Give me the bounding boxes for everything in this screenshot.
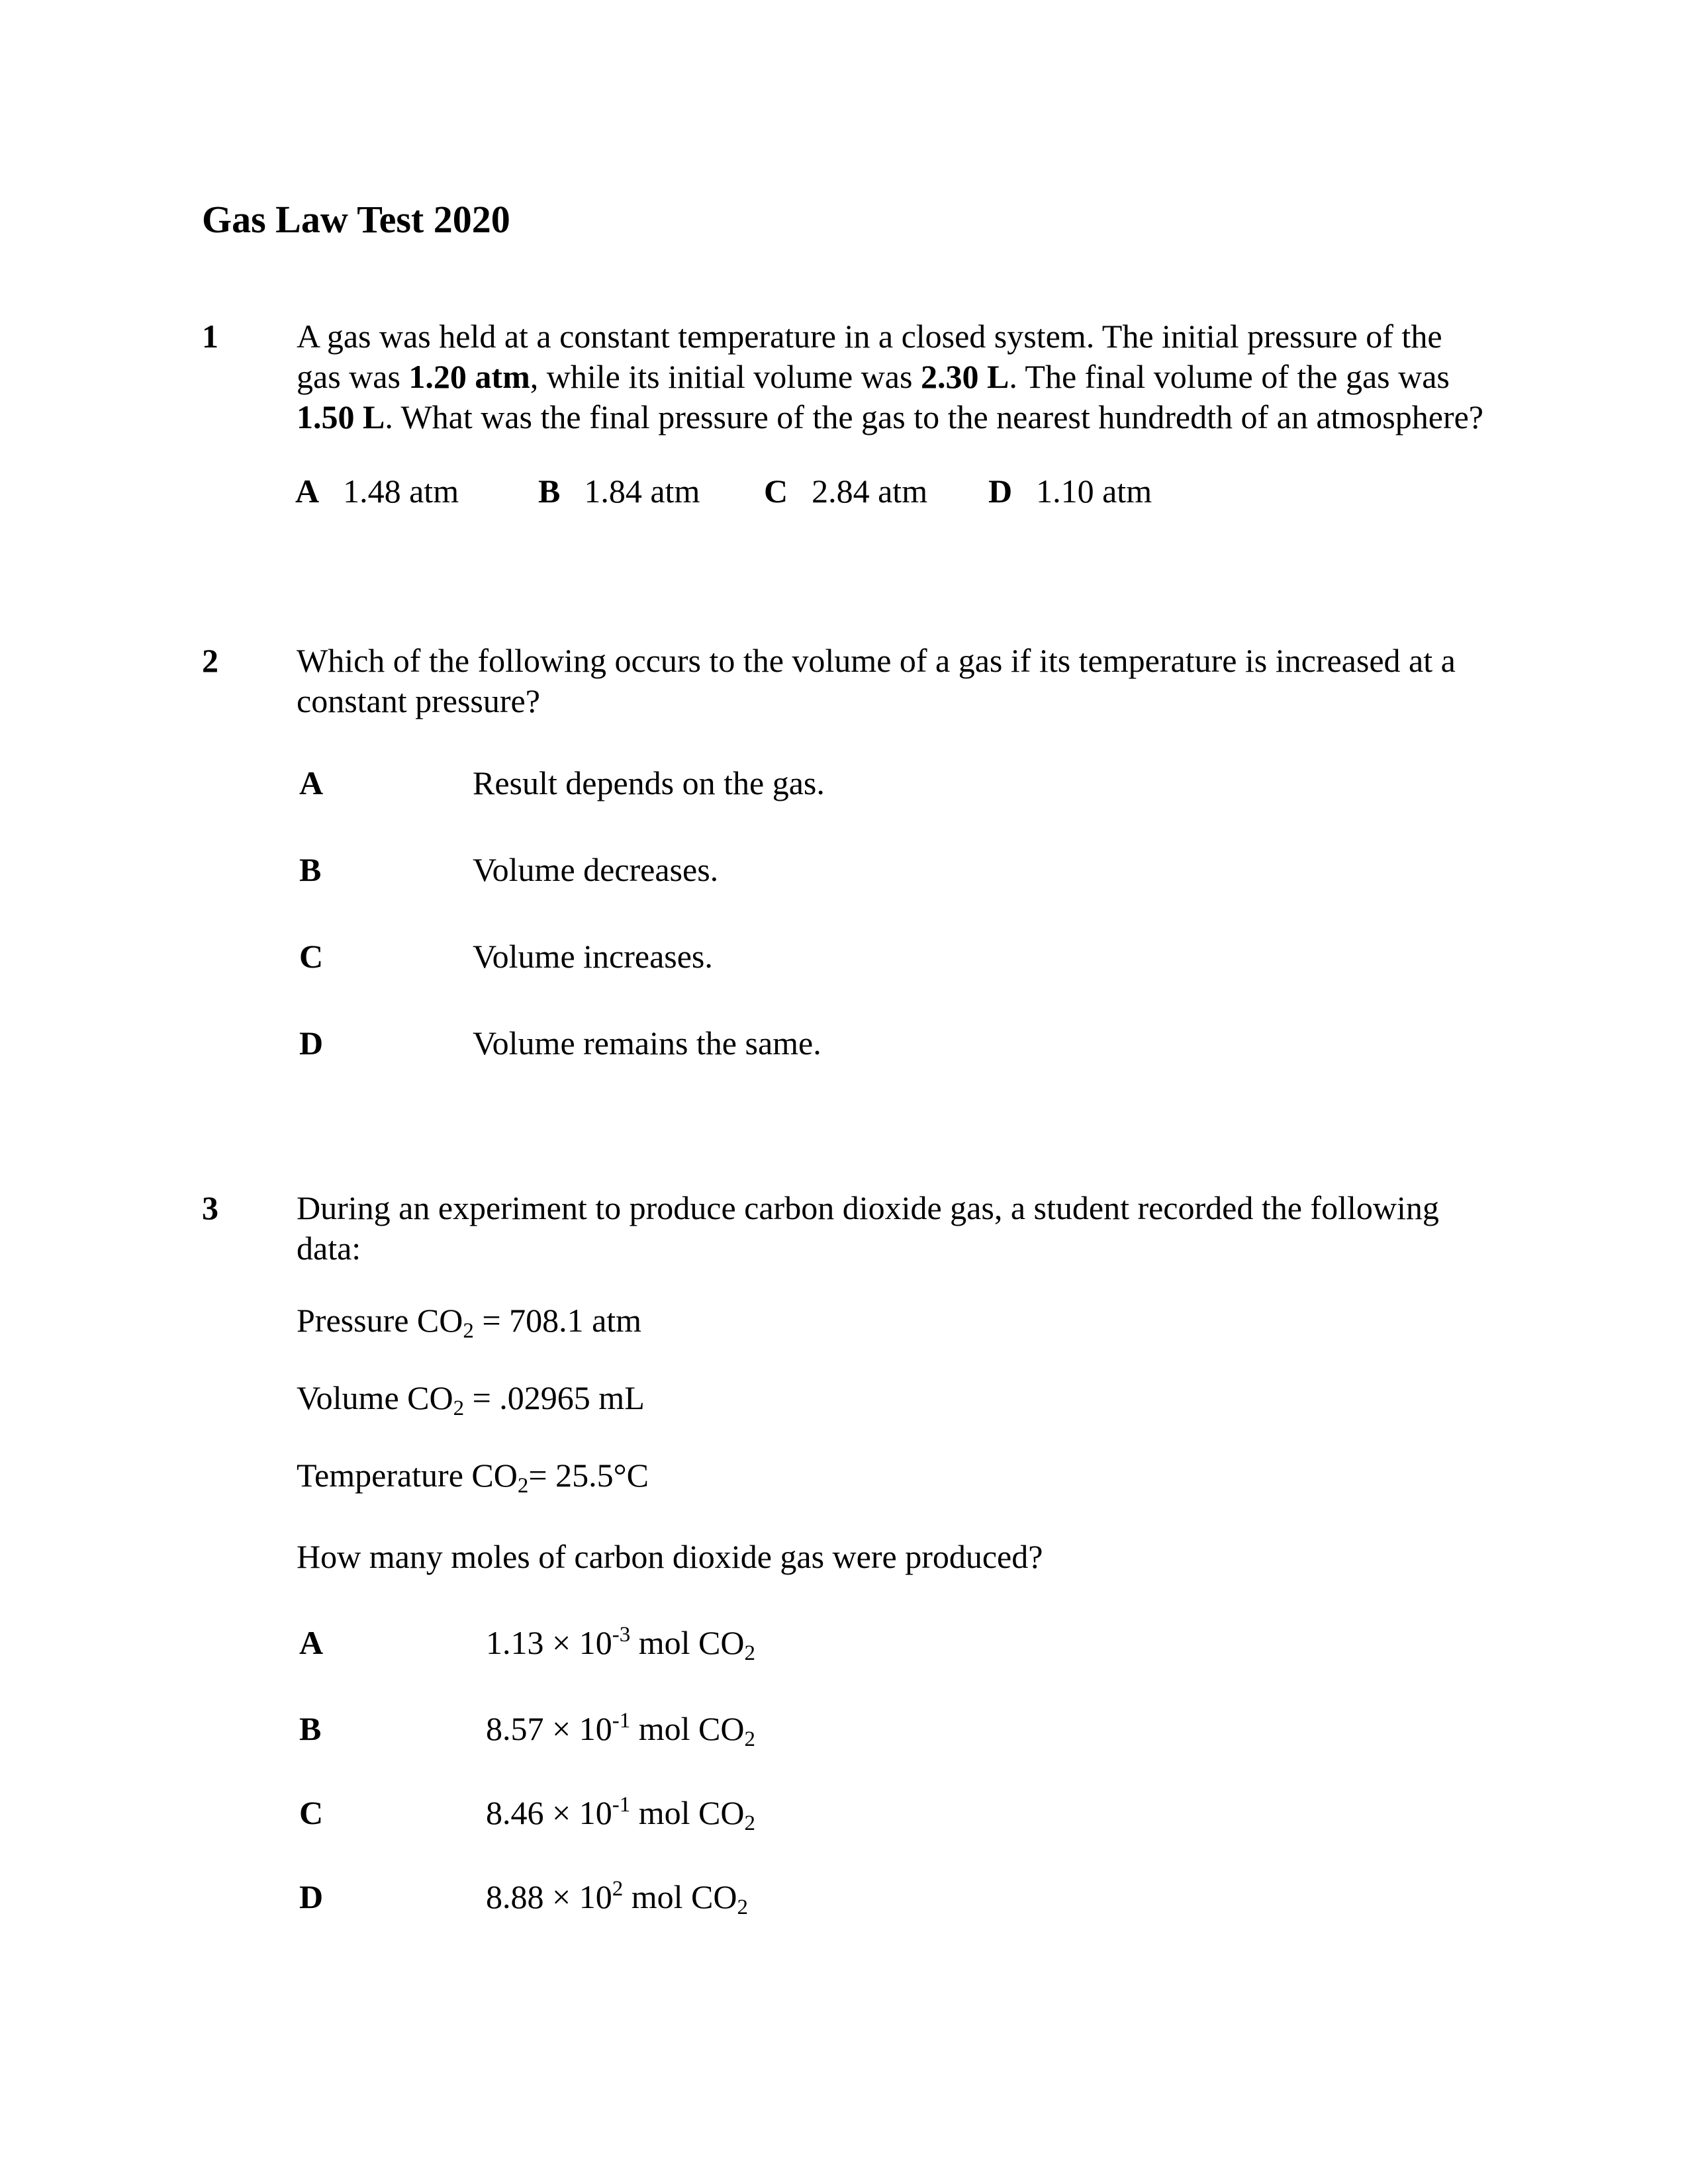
question-1-option-b <box>538 471 700 512</box>
option-label: D <box>299 1878 324 1915</box>
question-3-option-d <box>0 1877 1688 1917</box>
option-label: C <box>299 1794 324 1831</box>
option-text: Result depends on the gas. <box>473 764 825 801</box>
question-1-option-d <box>988 471 1152 512</box>
question-1-options <box>0 471 1688 512</box>
option-label: B <box>299 1710 322 1747</box>
option-text: Volume remains the same. <box>473 1024 821 1062</box>
question-2-number: 2 <box>202 642 218 679</box>
question-1-text <box>297 316 1483 437</box>
temperature-data-line: Temperature CO2= 25.5°C <box>297 1457 649 1498</box>
option-label: B <box>538 473 561 510</box>
question-2-option-b <box>0 850 1688 890</box>
option-text: 2.84 atm <box>812 473 928 510</box>
question-3-option-b <box>0 1709 1688 1749</box>
question-3-option-a <box>0 1623 1688 1663</box>
option-label: A <box>299 764 324 801</box>
question-1-text-line: gas was 1.20 atm, while its initial volume was 2.30 L. The final volume of the gas was <box>297 358 1450 395</box>
question-2-option-c <box>0 936 1688 977</box>
option-label: D <box>988 473 1013 510</box>
option-label: C <box>764 473 788 510</box>
option-label: C <box>299 938 324 975</box>
question-2-option-a <box>0 763 1688 803</box>
question-3-text-line: During an experiment to produce carbon dioxide gas, a student recorded the following <box>297 1189 1439 1226</box>
option-text: 1.84 atm <box>584 473 700 510</box>
option-label: D <box>299 1024 324 1062</box>
question-1-text-line: 1.50 L. What was the final pressure of the gas to the nearest hundredth of an atmosphere? <box>297 398 1483 435</box>
option-text: $8.57 \times 10^{-1}$ mol CO2 <box>486 1709 755 1751</box>
question-1-number: 1 <box>202 318 218 355</box>
question-2-text-line: Which of the following occurs to the volume of a gas if its temperature is increased at a <box>297 642 1456 679</box>
question-1-text-line: A gas was held at a constant temperature in a closed system. The initial pressure of the <box>297 318 1442 355</box>
option-text: 1.48 atm <box>343 473 459 510</box>
question-1-option-c <box>764 471 927 512</box>
option-label: A <box>295 473 320 510</box>
option-text: $8.46 \times 10^{-1}$ mol CO2 <box>486 1793 755 1835</box>
option-text: 1.10 atm <box>1036 473 1152 510</box>
question-3-prompt: How many moles of carbon dioxide gas were produced? <box>297 1538 1043 1575</box>
option-text: $1.13 \times 10^{-3}$ mol CO2 <box>486 1623 755 1665</box>
option-label: B <box>299 851 322 888</box>
question-1-option-a <box>295 471 459 512</box>
pressure-data-line: Pressure CO2 = 708.1 atm <box>297 1302 642 1343</box>
option-text: $8.88 \times 10^2$ mol CO2 <box>486 1877 748 1919</box>
question-2-text <box>297 641 1456 721</box>
question-2-text-line: constant pressure? <box>297 682 540 719</box>
question-2-option-d <box>0 1023 1688 1064</box>
document-title: Gas Law Test 2020 <box>202 198 510 241</box>
option-text: Volume increases. <box>473 938 713 975</box>
question-3-text-line: data: <box>297 1230 361 1267</box>
question-3-option-c <box>0 1793 1688 1833</box>
option-text: Volume decreases. <box>473 851 719 888</box>
option-label: A <box>299 1624 324 1661</box>
volume-data-line: Volume CO2 = .02965 mL <box>297 1379 645 1420</box>
question-3-text <box>297 1188 1439 1269</box>
question-3-number: 3 <box>202 1189 218 1226</box>
